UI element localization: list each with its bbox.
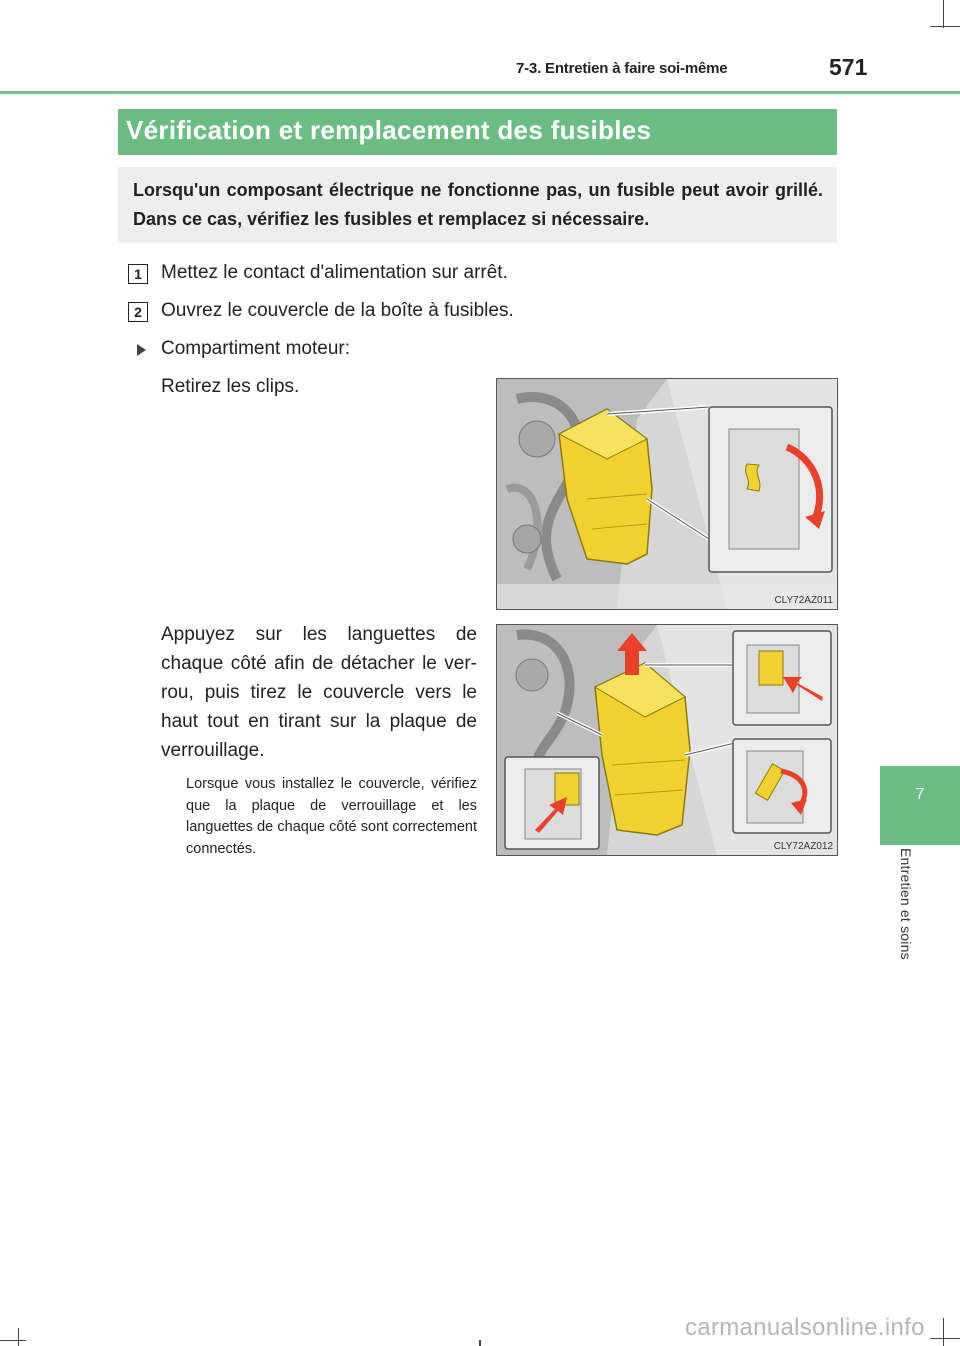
crop-mark: [930, 26, 960, 27]
chapter-label: Entretien et soins: [898, 848, 914, 960]
step-number: 1: [128, 264, 148, 284]
engine-bay-illustration: [497, 625, 837, 855]
bullet-triangle-icon: [137, 344, 146, 356]
watermark: carmanualsonline.info: [685, 1314, 925, 1341]
page-title: Vérification et remplacement des fusibles: [126, 115, 652, 145]
figure-remove-clips: [496, 378, 838, 610]
instruction-paragraph: Appuyez sur les languettes de chaque côté afin de détacher le ver-rou, puis tirez le couvercle vers le haut tout en tirant sur la plaque de verrouillage.: [161, 624, 477, 761]
sub-item-label: Compartiment moteur:: [161, 338, 351, 359]
crop-mark: [18, 1328, 19, 1346]
step-text: Mettez le contact d'alimentation sur arrêt.: [161, 262, 508, 283]
section-heading: 7-3. Entretien à faire soi-même: [516, 60, 728, 77]
engine-bay-illustration: [497, 379, 837, 609]
figure-code: CLY72AZ011: [774, 595, 833, 606]
intro-text: Lorsqu'un composant électrique ne fonctionne pas, un fusible peut avoir grillé. Dans ce cas, vérifiez les fusibles et remplacez si nécessaire.: [133, 180, 823, 229]
step-number: 2: [128, 302, 148, 322]
crop-mark: [930, 1338, 960, 1339]
chapter-number: 7: [915, 786, 925, 803]
note-text: Lorsque vous installez le couvercle, vérifiez que la plaque de verrouillage et les languettes de chaque côté sont correctement connectés.: [186, 776, 477, 857]
crop-mark: [0, 1340, 26, 1341]
page-number: 571: [829, 54, 868, 80]
step-text: Ouvrez le couvercle de la boîte à fusibles.: [161, 300, 514, 321]
chapter-tab: [880, 766, 960, 845]
instruction-text: Retirez les clips.: [161, 376, 300, 397]
crop-mark: [943, 1318, 944, 1346]
header-rule: [0, 91, 960, 94]
crop-mark: [479, 1340, 481, 1346]
figure-code: CLY72AZ012: [773, 841, 833, 852]
figure-release-lock: [496, 624, 838, 856]
crop-mark: [943, 0, 944, 28]
